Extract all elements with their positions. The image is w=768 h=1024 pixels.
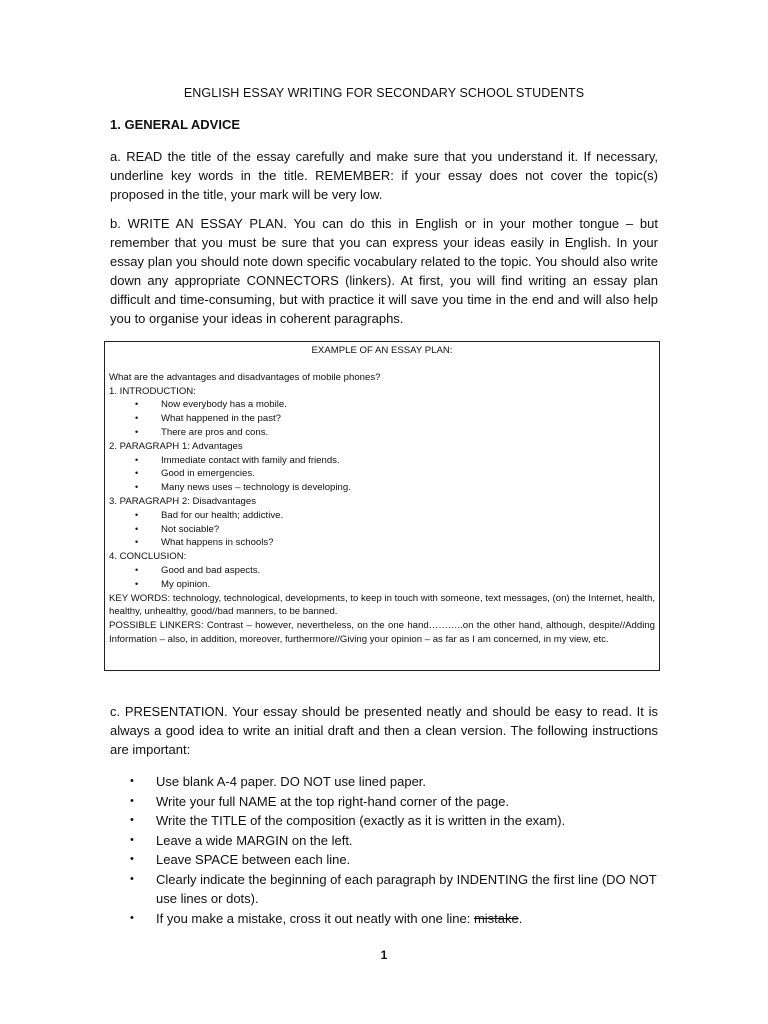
instruction-text: Leave a wide MARGIN on the left. bbox=[156, 832, 353, 848]
bullet-icon: • bbox=[135, 413, 139, 424]
list-item bbox=[109, 523, 655, 537]
bullet-icon: • bbox=[130, 853, 134, 865]
bullet-icon: • bbox=[130, 814, 134, 826]
list-item bbox=[109, 426, 655, 440]
bullet-icon: • bbox=[130, 872, 134, 885]
page-number: 1 bbox=[380, 948, 388, 962]
section-heading: 1. GENERAL ADVICE bbox=[110, 117, 241, 132]
essay-plan-point: What happens in schools? bbox=[161, 537, 274, 549]
struck-word: mistake bbox=[473, 910, 519, 926]
bullet-icon: • bbox=[135, 454, 139, 465]
essay-plan-point: There are pros and cons. bbox=[161, 426, 269, 438]
essay-plan-linkers: POSSIBLE LINKERS: Contrast – however, nevertheless, on the one hand………..on the other hand, although, despite//Adding Information – also, in addition, moreover, furthermore//Giving your opinion – as far as I am concerned, in my view, etc. bbox=[109, 620, 655, 645]
essay-plan-section-label: 3. PARAGRAPH 2: Disadvantages bbox=[109, 495, 256, 507]
essay-plan-point: Immediate contact with family and friends. bbox=[161, 454, 340, 466]
list-item bbox=[130, 909, 660, 929]
instruction-text: Write the TITLE of the composition (exactly as it is written in the exam). bbox=[156, 813, 566, 828]
bullet-icon: • bbox=[135, 564, 139, 575]
essay-plan-question: What are the advantages and disadvantages of mobile phones? bbox=[109, 371, 381, 383]
list-item bbox=[109, 509, 655, 523]
essay-plan-key-words: KEY WORDS: technology, technological, developments, to keep in touch with someone, text messages, (on) the Internet, health, healthy, unhealthy, good//bad manners, to be banned. bbox=[109, 592, 655, 618]
essay-plan-point: Not sociable? bbox=[161, 523, 220, 535]
essay-plan-point: Good in emergencies. bbox=[161, 468, 255, 480]
instruction-text: Clearly indicate the beginning of each paragraph by INDENTING the first line (DO NOT use lines or dots). bbox=[156, 871, 657, 906]
essay-plan-section-label: 1. INTRODUCTION: bbox=[109, 385, 196, 397]
essay-plan-point: My opinion. bbox=[161, 578, 211, 590]
list-item bbox=[109, 481, 655, 495]
instruction-list bbox=[130, 772, 660, 928]
bullet-icon: • bbox=[135, 578, 139, 589]
essay-plan-section-label: 4. CONCLUSION: bbox=[109, 551, 187, 563]
instruction-text: Use blank A-4 paper. DO NOT use lined paper. bbox=[156, 774, 427, 789]
list-item bbox=[109, 412, 655, 426]
paragraph-c: c. PRESENTATION. Your essay should be presented neatly and should be easy to read. It is always a good idea to write an initial draft and then a clean version. The following instructions are important: bbox=[110, 704, 658, 757]
essay-plan-point: Many news uses – technology is developing. bbox=[161, 482, 351, 494]
essay-plan-sections bbox=[109, 385, 655, 592]
bullet-icon: • bbox=[130, 794, 134, 807]
essay-plan-heading: EXAMPLE OF AN ESSAY PLAN: bbox=[311, 345, 453, 356]
list-item bbox=[130, 792, 660, 812]
essay-plan-box bbox=[104, 341, 660, 671]
bullet-icon: • bbox=[135, 399, 139, 410]
bullet-icon: • bbox=[130, 775, 134, 787]
essay-plan-point: What happened in the past? bbox=[161, 413, 282, 425]
list-item bbox=[109, 578, 655, 592]
instruction-text: Write your full NAME at the top right-hand corner of the page. bbox=[156, 793, 510, 809]
instruction-suffix: . bbox=[518, 910, 523, 926]
bullet-icon: • bbox=[135, 482, 139, 493]
list-item bbox=[130, 811, 660, 831]
essay-plan-point: Bad for our health; addictive. bbox=[161, 509, 284, 521]
paragraph-b: b. WRITE AN ESSAY PLAN. You can do this in English or in your mother tongue – but remember that you must be sure that you can express your ideas easily in English. In your essay plan you should note down specific vocabulary related to the topic. You should also write down any appropriate CONNECTORS (linkers). At first, you will find writing an essay plan difficult and time-consuming, but with practice it will save you time in the end and will also help you to organise your ideas in coherent paragraphs. bbox=[110, 216, 658, 326]
instruction-text: Leave SPACE between each line. bbox=[156, 852, 351, 867]
bullet-icon: • bbox=[135, 426, 139, 437]
list-item bbox=[130, 870, 660, 909]
bullet-icon: • bbox=[135, 537, 139, 548]
bullet-icon: • bbox=[135, 523, 139, 534]
list-item bbox=[109, 467, 655, 481]
document-title: ENGLISH ESSAY WRITING FOR SECONDARY SCHOOL STUDENTS bbox=[183, 86, 585, 100]
list-item bbox=[130, 850, 660, 870]
bullet-icon: • bbox=[130, 833, 134, 846]
paragraph-a: a. READ the title of the essay carefully and make sure that you understand it. If necessary, underline key words in the title. REMEMBER: if your essay does not cover the topic(s) proposed in the title, your mark will be very low. bbox=[110, 149, 658, 202]
bullet-icon: • bbox=[130, 911, 134, 924]
essay-plan-section-label: 2. PARAGRAPH 1: Advantages bbox=[109, 440, 243, 452]
list-item bbox=[109, 564, 655, 578]
list-item bbox=[130, 831, 660, 851]
bullet-icon: • bbox=[135, 509, 139, 520]
essay-plan-point: Now everybody has a mobile. bbox=[161, 399, 287, 411]
list-item bbox=[109, 536, 655, 550]
bullet-icon: • bbox=[135, 468, 139, 479]
list-item bbox=[130, 772, 660, 792]
instruction-text: If you make a mistake, cross it out neatly with one line: bbox=[156, 910, 474, 926]
list-item bbox=[109, 398, 655, 412]
list-item bbox=[109, 454, 655, 468]
essay-plan-point: Good and bad aspects. bbox=[161, 564, 261, 576]
